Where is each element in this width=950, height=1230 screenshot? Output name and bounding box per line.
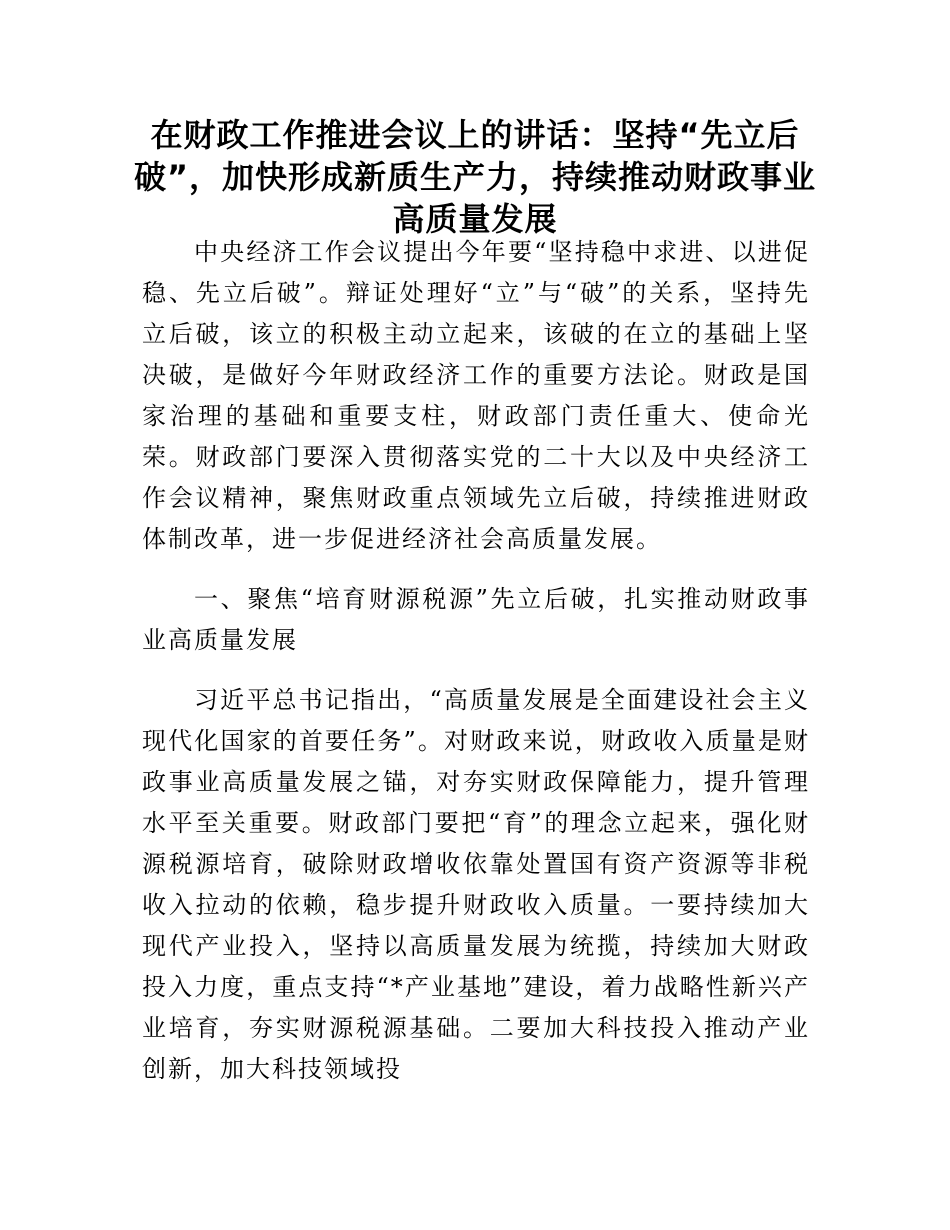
paragraph-intro: 中央经济工作会议提出今年要“坚持稳中求进、以进促稳、先立后破”。辩证处理好“立”与“破”的关系，坚持先立后破，该立的积极主动立起来，该破的在立的基础上坚决破，是做好今年财政经济工作的重要方法论。财政是国家治理的基础和重要支柱，财政部门责任重大、使命光荣。财政部门要深入贯彻落实党的二十大以及中央经济工作会议精神，聚焦财政重点领域先立后破，持续推进财政体制改革，进一步促进经济社会高质量发展。: [142, 238, 810, 553]
document-title: 在财政工作推进会议上的讲话：坚持“先立后破”，加快形成新质生产力，持续推动财政事业高质量发展: [133, 116, 817, 238]
document-body: [142, 232, 810, 1109]
section-heading-1: 一、聚焦“培育财源税源”先立后破，扎实推动财政事业高质量发展: [142, 585, 810, 654]
paragraph-section-1: 习近平总书记指出，“高质量发展是全面建设社会主义现代化国家的首要任务”。对财政来说，财政收入质量是财政事业高质量发展之锚，对夯实财政保障能力，提升管理水平至关重要。财政部门要把“育”的理念立起来，强化财源税源培育，破除财政增收依靠处置国有资产资源等非税收入拉动的依赖，稳步提升财政收入质量。一要持续加大现代产业投入，坚持以高质量发展为统揽，持续加大财政投入力度，重点支持“*产业基地”建设，着力战略性新兴产业培育，夯实财源税源基础。二要加大科技投入推动产业创新，加大科技领域投: [142, 686, 810, 1083]
